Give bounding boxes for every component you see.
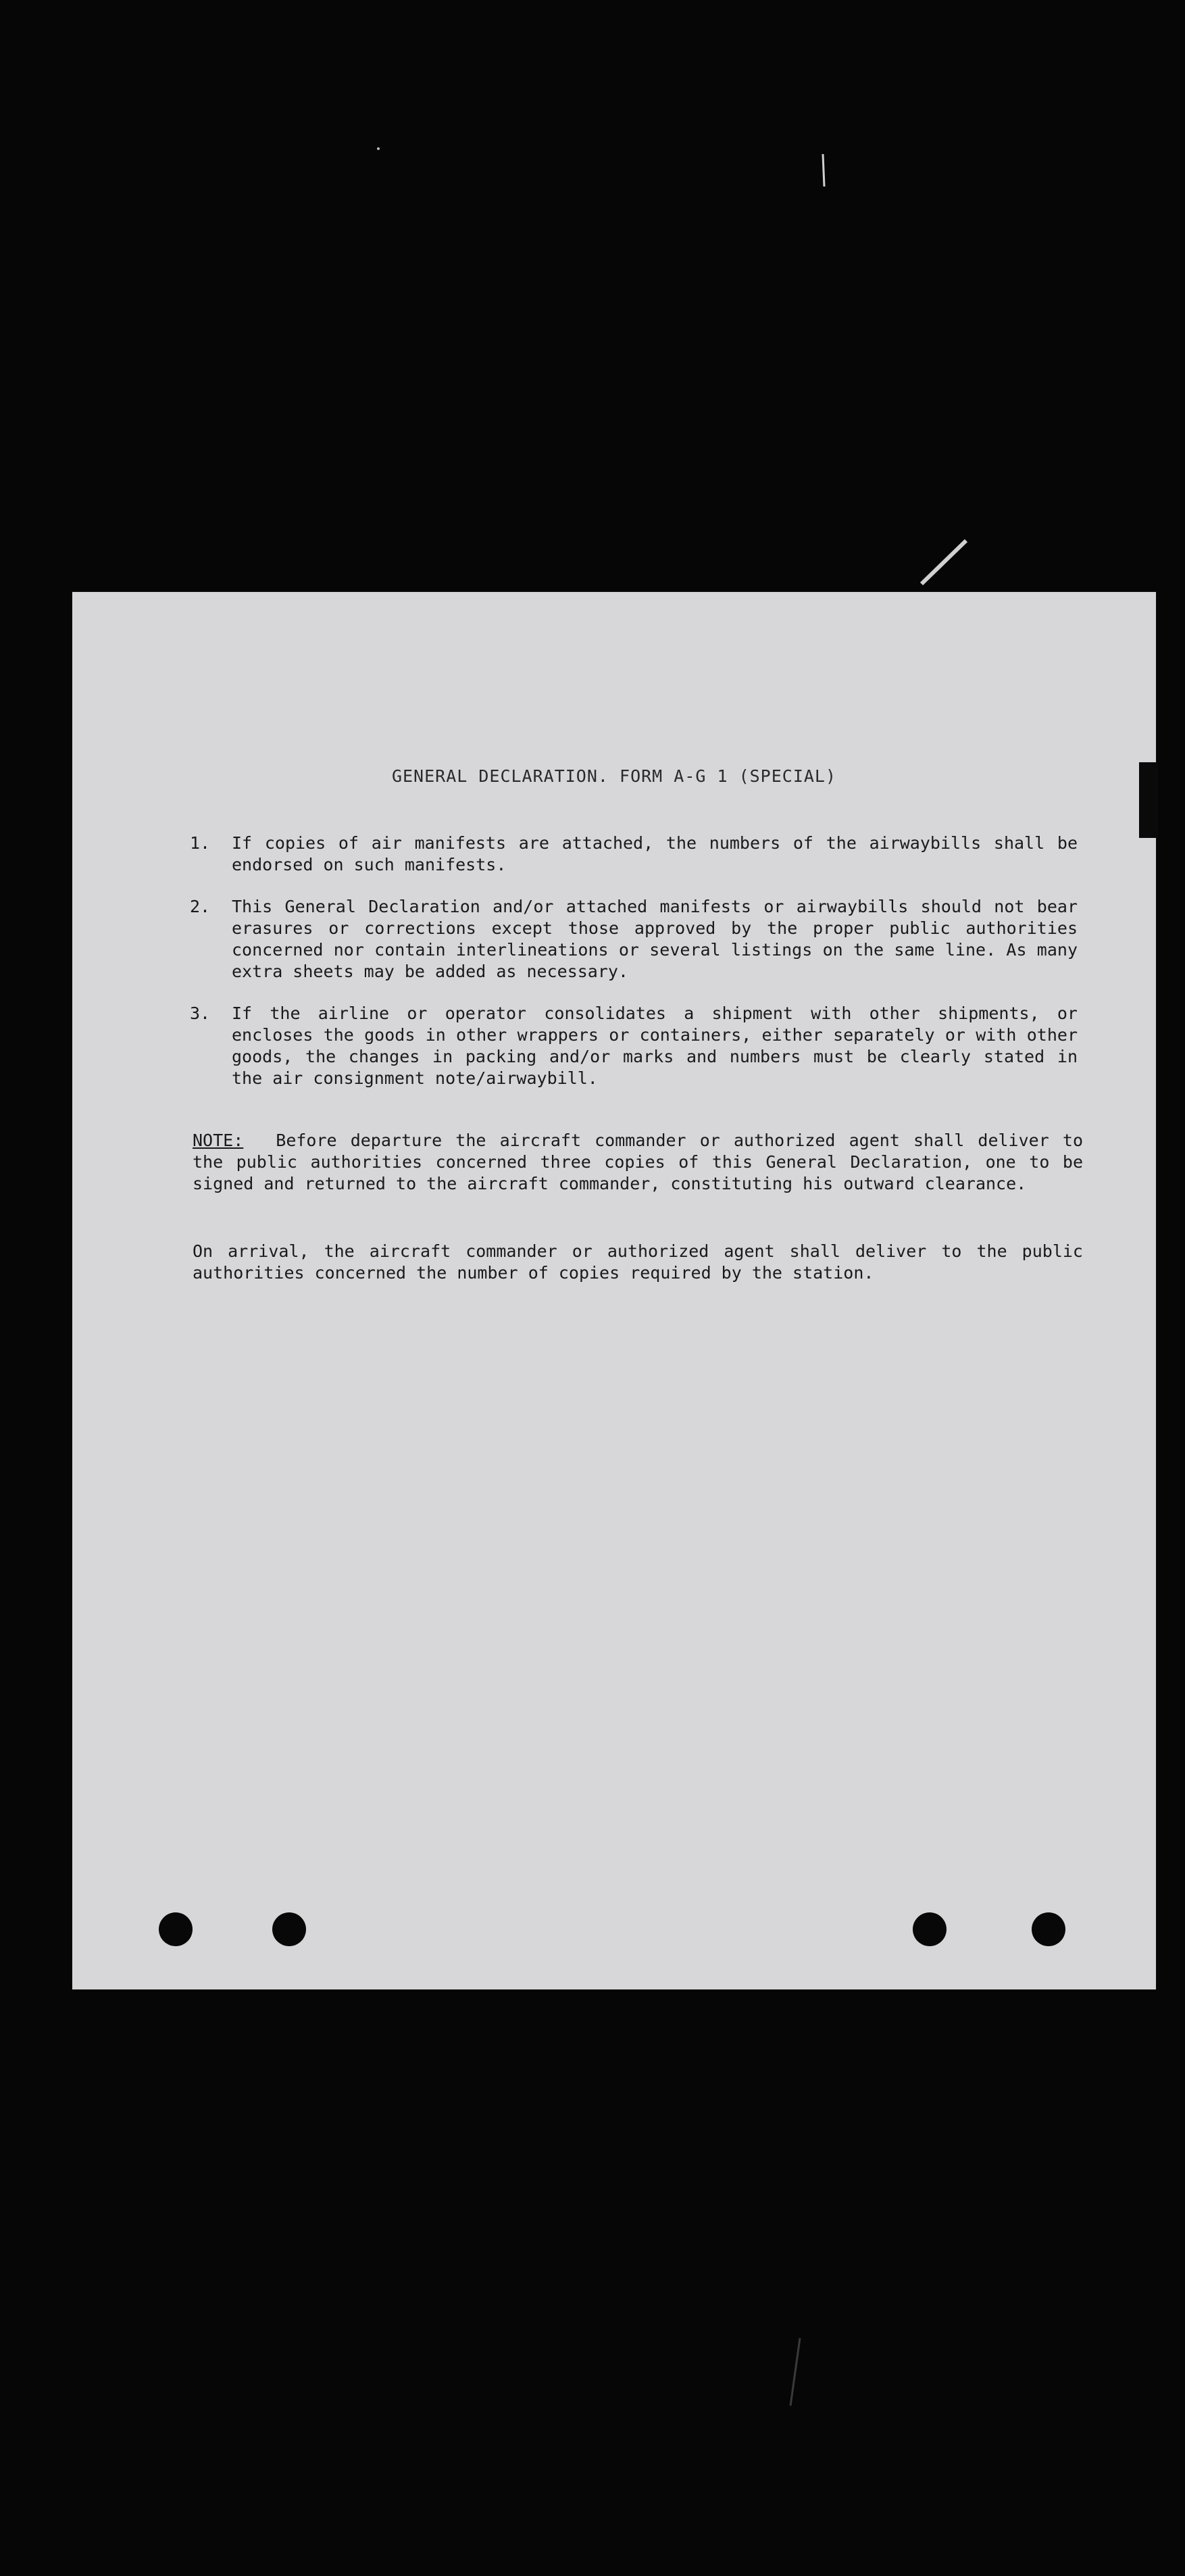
punch-hole bbox=[1032, 1912, 1065, 1946]
declaration-sheet bbox=[72, 592, 1156, 1989]
item-number: 1. bbox=[190, 833, 211, 853]
note-paragraph bbox=[193, 1130, 1083, 1195]
scratch-mark bbox=[790, 2338, 800, 2406]
punch-hole bbox=[159, 1912, 193, 1946]
item-number: 2. bbox=[190, 897, 211, 916]
item-text: If the airline or operator consolidates a shipment with other shipments, or encloses the goods in other wrappers or containers, either separately or with other goods, the changes in packing and/or marks and numbers must be clearly stated in the air consignment note/airwaybill. bbox=[232, 1004, 1078, 1088]
dust-speck bbox=[377, 147, 380, 150]
item-text: If copies of air manifests are attached, the numbers of the airwaybills shall be endorsed on such manifests. bbox=[232, 833, 1078, 874]
note-text: Before departure the aircraft commander or authorized agent shall deliver to the public authorities concerned three copies of this General Declaration, one to be signed and returned to the aircraft commander, constituting his outward clearance. bbox=[193, 1131, 1083, 1193]
edge-tab-mark bbox=[1139, 762, 1158, 838]
form-title: GENERAL DECLARATION. FORM A-G 1 (SPECIAL) bbox=[391, 766, 837, 786]
scratch-mark bbox=[823, 154, 824, 187]
note-label: NOTE: bbox=[193, 1131, 244, 1150]
arrival-paragraph: On arrival, the aircraft commander or authorized agent shall deliver to the public authorities concerned the number of copies required by the station. bbox=[193, 1241, 1083, 1283]
punch-hole bbox=[272, 1912, 306, 1946]
paper-corner-tear bbox=[922, 541, 966, 584]
item-text: This General Declaration and/or attached manifests or airwaybills should not bear erasures or corrections except those approved by the proper public authorities concerned nor contain interlineations or several listings on the same line. As many extra sheets may be added as necessary. bbox=[232, 897, 1078, 981]
item-number: 3. bbox=[190, 1004, 211, 1023]
punch-hole bbox=[913, 1912, 947, 1946]
instruction-item bbox=[190, 896, 1078, 983]
instruction-item bbox=[190, 833, 1078, 876]
instruction-item bbox=[190, 1003, 1078, 1089]
